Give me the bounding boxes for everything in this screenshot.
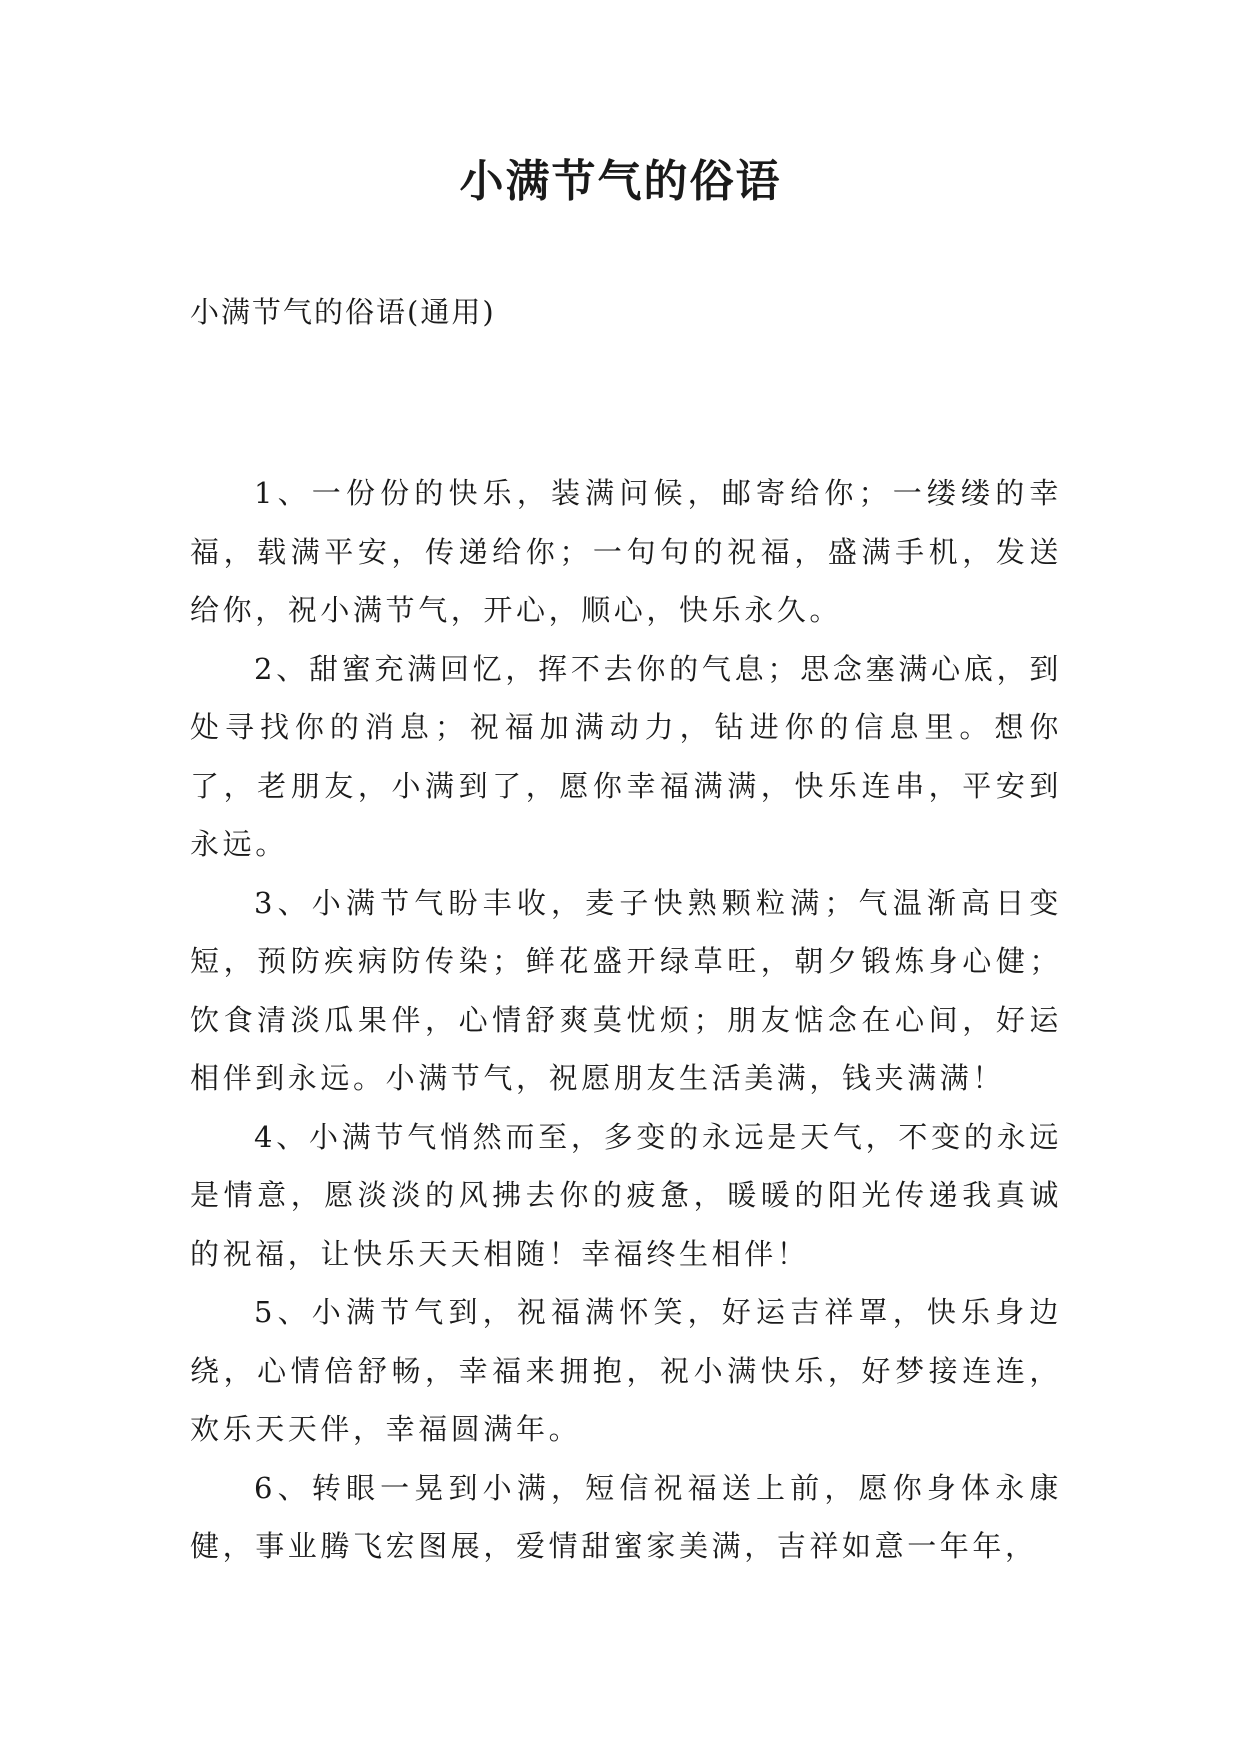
paragraph-1: 1、一份份的快乐，装满问候，邮寄给你；一缕缕的幸福，载满平安，传递给你；一句句的祝福，盛满手机，发送给你，祝小满节气，开心，顺心，快乐永久。 <box>190 476 1062 627</box>
paragraph-5: 5、小满节气到，祝福满怀笑，好运吉祥罩，快乐身边绕，心情倍舒畅，幸福来拥抱，祝小满快乐，好梦接连连，欢乐天天伴，幸福圆满年。 <box>190 1295 1062 1446</box>
paragraph-4: 4、小满节气悄然而至，多变的永远是天气，不变的永远是情意，愿淡淡的风拂去你的疲惫，暖暖的阳光传递我真诚的祝福，让快乐天天相随！幸福终生相伴！ <box>190 1119 1062 1271</box>
document-body <box>190 464 1062 1576</box>
paragraph-6: 6、转眼一晃到小满，短信祝福送上前，愿你身体永康健，事业腾飞宏图展，爱情甜蜜家美满，吉祥如意一年年， <box>190 1470 1062 1563</box>
document-subtitle: 小满节气的俗语(通用) <box>190 295 496 329</box>
document-title: 小满节气的俗语 <box>459 156 782 207</box>
paragraph-3: 3、小满节气盼丰收，麦子快熟颗粒满；气温渐高日变短，预防疾病防传染；鲜花盛开绿草旺，朝夕锻炼身心健；饮食清淡瓜果伴，心情舒爽莫忧烦；朋友惦念在心间，好运相伴到永远。小满节气，祝愿朋友生活美满，钱夹满满！ <box>190 885 1062 1095</box>
paragraph-2: 2、甜蜜充满回忆，挥不去你的气息；思念塞满心底，到处寻找你的消息；祝福加满动力，钻进你的信息里。想你了，老朋友，小满到了，愿你幸福满满，快乐连串，平安到永远。 <box>190 651 1062 861</box>
